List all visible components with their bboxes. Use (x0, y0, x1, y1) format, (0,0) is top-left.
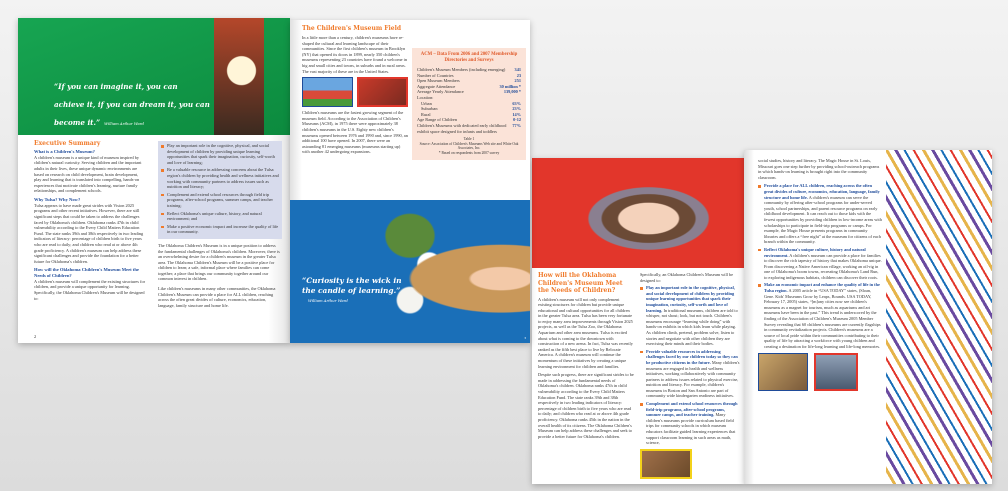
spread2-left-bullet: Play an important role in the cognitive, physical, and social development of children by providing unique learning opportunities that spark their imagination, curiosity, self-worth and love of learning. In traditional museums, children are told to whisper, not shout; look, but not touch. Children's museums encourage “learning while doing” with hands-on exhibits in which kids learn while playing. As children climb, pretend, problem solve, listen to stories and negotiate with other children they are exercising their minds and their bodies. (640, 285, 740, 347)
museum-field-heading: The Children's Museum Field (302, 25, 402, 32)
boy-with-lamp-photo (214, 18, 264, 135)
paragraph: Children's museums are the fastest growing segment of the museum field. According to the Association of Children's Museums (ACM), in 1975 there were approximately 38 children's museums in the U.S. Eighty new children's museums opened between 1976 and 1990 and, since 1990, an additional 100 have opened. In 2007, there were an astounding 81 emerging museums (museums starting up) with another 42 undergoing expansions. (302, 110, 408, 155)
paragraph: Tulsa appears to have made great strides with Vision 2025 programs and other recent initiatives. However, there are still significant steps that could be taken to address the challenges faced by Oklahoma's children. Oklahoma ranks 47th in child vulnerability according to the Every Child Matters Education Fund. The state ranks 39th and 38th respectively in two leading indicators of literacy: percentage of children birth to five years who are read to daily; and children who read at or above 4th grade proficiency. A children's museum can help address these significant challenges and provide the foundation for a better future for Oklahoma's children. (34, 202, 144, 264)
goal-item: Play an important role in the cognitive, physical, and social development of children by providing unique learning opportunities that spark their imagination, curiosity, self-worth and love of learning; (161, 143, 279, 165)
spread2-left-p2: Despite such progress, there are significant strides to be made in addressing the fundamental needs of Oklahoma's children. Oklahoma ranks 47th in child vulnerability according to the Every Child Matters Education Fund. The state ranks 39th and 38th respectively in two leading indicators of literacy: percentage of children birth to five years who are read to daily; and children who read at or above 4th grade proficiency. Oklahoma ranks 45th in the nation in the overall health of its citizens. The Oklahoma Children's Museum can help address these challenges and seek to provide a better future for Oklahoma's children. (538, 372, 634, 439)
table-row: Average Yearly Attendance 139,000 * (417, 89, 521, 95)
spread2-left-bullet: Provide valuable resources in addressing challenges faced by our children today so they can be productive citizens in the future. Many children's museums are engaged in health and wellness initiatives, working collaboratively with community partners to address issues related to physical exercise, nutrition and literacy. For example, children's museums in Boston and San Antonio are part of community wide kindergarten readiness initiatives. (640, 349, 740, 399)
goal-item: Complement and extend school resources through field trip programs, after-school programs, summer camps, and teacher training; (161, 192, 279, 209)
family-tunnel-photo (814, 353, 858, 391)
spread1-right-page (290, 20, 530, 343)
girl-in-hat-photo (532, 158, 744, 268)
subheading: How will the Oklahoma Children's Museum Meet the Needs of Children? (34, 267, 139, 279)
spread2-right-bullet: Provide a place for ALL children, reaching across the often great divides of culture, economics, education, language, family structure and home life. A children's museum can serve the community by offering after-school programs for under-served youth, school partnerships, and parent resource programs on early childhood development. It can reach out to those kids with the fewest opportunities by providing children in low-income areas with scholarships to participate in field-trip programs or camps. For example, the Magic House presents programs in community libraries and offers a “free night” at the museum for citizens of each branch within the community. (758, 183, 882, 245)
table-row: Children's Museums with dedicated early childhood exhibit space designed for infants and toddlers 77% (417, 122, 521, 134)
goal-item: Be a valuable resource in addressing concerns about the Tulsa region's children by providing health and wellness initiatives and working with community partners to address issues such as nutrition and literacy; (161, 167, 279, 189)
table-note: * Based on respondents from 2007 survey (438, 150, 500, 155)
quote-text: “If you can imagine it, you can achieve it, if you can dream it, you can become it.” (54, 82, 210, 127)
table-row: Aggregate Attendance 30 million * (417, 83, 521, 89)
child-digging-photo (640, 449, 692, 479)
quote-author: William Arthur Ward (104, 121, 144, 126)
paragraph: The Oklahoma Children's Museum is in a unique position to address the fundamental challenges of Oklahoma's children. Moreover, there is an overwhelming desire for a children's museum in the greater Tulsa area. The Oklahoma Children's Museum will be a positive place for children to learn; a safe, informal place where families can come together; a place that brings our community together around our common interest in children. (158, 242, 280, 282)
paragraph: A children's museum will complement the existing structures for children, and provide a unique opportunity for learning. Specifically, the Oklahoma Children's Museum will be designed to: (34, 278, 146, 301)
child-headphones-photo (758, 353, 808, 391)
table-row: Suburban 23% (421, 106, 521, 112)
table-row: Age Range of Children 0-12 (417, 117, 521, 123)
curiosity-quote-photo (290, 200, 530, 343)
table-row: Open Museum Members 251 (417, 78, 521, 84)
green-quote-banner (18, 18, 290, 135)
table-row: Children's Museum Members (including emerging) 341 (417, 67, 521, 72)
table-row: Number of Countries 23 (417, 72, 521, 78)
spread1-left-page (18, 18, 290, 343)
spread2-left-page (532, 158, 744, 484)
decorative-swirls (886, 150, 992, 484)
table-title: ACM – Data From 2006 and 2007 Membership Directories and Surveys (420, 52, 518, 63)
paragraph: Like children's museums in many other communities, the Oklahoma Children's Museum can provide a place for ALL children, reaching across the often great divides of culture, economics, education, language, family structure and home life. (158, 286, 276, 308)
blocks-building-photo (302, 77, 353, 107)
curiosity-quote-author: William Arthur Ward (308, 298, 348, 303)
goal-item: Reflect Oklahoma's unique culture, history, and natural environment; and (161, 211, 279, 222)
curiosity-quote-text: “Curiosity is the wick in the candle of learning.” (302, 276, 402, 295)
spread2-right-bullet: Reflect Oklahoma's unique culture, history and natural environment. A children's museum can provide a place for families to discover the rich tapestry of history that makes Oklahoma unique. From discovering a Native American village, working an oil-rig in one of Oklahoma's boom towns, recreating Oklahoma's Land Run, to exploring indigenous habitats, children can discover their roots. (758, 247, 882, 281)
table-row: Location: (417, 94, 434, 100)
goals-box (158, 141, 282, 239)
spread2-right-p1: social studies, history and literacy. The Magic House in St. Louis, Missouri goes one step further by providing school-outreach programs in which hands-on learning is brought right into the community classroom. (758, 158, 880, 180)
subheading: Why Tulsa? Why Now? (34, 196, 81, 202)
executive-summary-heading: Executive Summary (34, 140, 101, 147)
table-source: Source: Association of Children's Museums Web site and White Oak Associates, Inc. (419, 141, 519, 151)
subheading: What is a Children's Museum? (34, 149, 95, 154)
spread2-left-p1: A children's museum will not only complement existing structures for children but provide unique educational and cultural opportunities for all children in the greater Tulsa area. Tulsa has been very fortunate to enjoy many area improvements through Vision 2025 projects, as well as the Tulsa Zoo, the Oklahoma Aquarium and other area museums. Tulsa is excited about what is coming to the downtown with construction of a new arena. In fact, Tulsa was recently ranked as the fifth best place to live by Relocate America. A children's museum will continue the momentum of these initiatives by creating a unique learning environment for children and families. (538, 296, 633, 369)
goal-item: Make a positive economic impact and increase the quality of life in our community. (161, 224, 279, 235)
spread2-left-bullet: Complement and extend school resources through field-trip programs, after-school programs, summer camps, and teacher training. Many children's museums provide curriculum based field trips for community schools in which museum educators facilitate guided learning experiences that support classroom learning in such areas as math, science, (640, 401, 740, 446)
fire-truck-photo (357, 77, 408, 107)
spread2-left-p3: Specifically, an Oklahoma Children's Museum will be designed to: (640, 272, 733, 283)
paragraph: In a little more than a century, children's museums have re-shaped the cultural and learning landscape of their communities. Since the first children's museum in Brooklyn (NY) that opened its doors in 1899, nearly 350 children's museums representing 23 countries have found a welcome in big and small cities and towns, in suburbs and in rural areas. The vast majority of these are in the United States. (302, 35, 408, 74)
paragraph: A children's museum is a unique kind of museum inspired by children's natural curiosity. Serving children and the important adults in their lives, these unique dynamic environments are based on research on child development, brain development, play and learning that is translated into compelling, hands-on experiences that motivate children's learning, nurture family relationships, and complement schools. (34, 154, 142, 194)
page-number: 3 (524, 336, 526, 340)
table-row: Urban 63% (421, 100, 521, 106)
table-row: Rural 14% (421, 111, 521, 117)
acm-data-table (412, 48, 526, 160)
page-number: 2 (34, 334, 37, 339)
spread2-right-page (744, 150, 992, 484)
spread2-right-bullet: Make an economic impact and enhance the quality of life in the Tulsa region. A 2005 article in “USA TODAY” states, (Sloan, Gene. Kids' Museums Grow by Leaps, Bounds. USA TODAY, February 17, 2005) states, “[m]any cities now see children's museums as a magnet for tourism, much as aquariums and art museums have been in the past.” This trend is underscored by the finding of the Association of Children's Museum 2005 Member Survey revealing that 60 children's museums are currently flagships in community revitalization projects. Children's museums are a source of local pride within their communities contributing to their quality of life by attracting a workforce with young children and creating a destination for life-long learning and life-long memories. (758, 282, 882, 349)
table-caption: Table 1 (463, 137, 475, 142)
spread2-heading: How will the Oklahoma Children's Museum Meet the Needs of Children? (538, 272, 623, 294)
